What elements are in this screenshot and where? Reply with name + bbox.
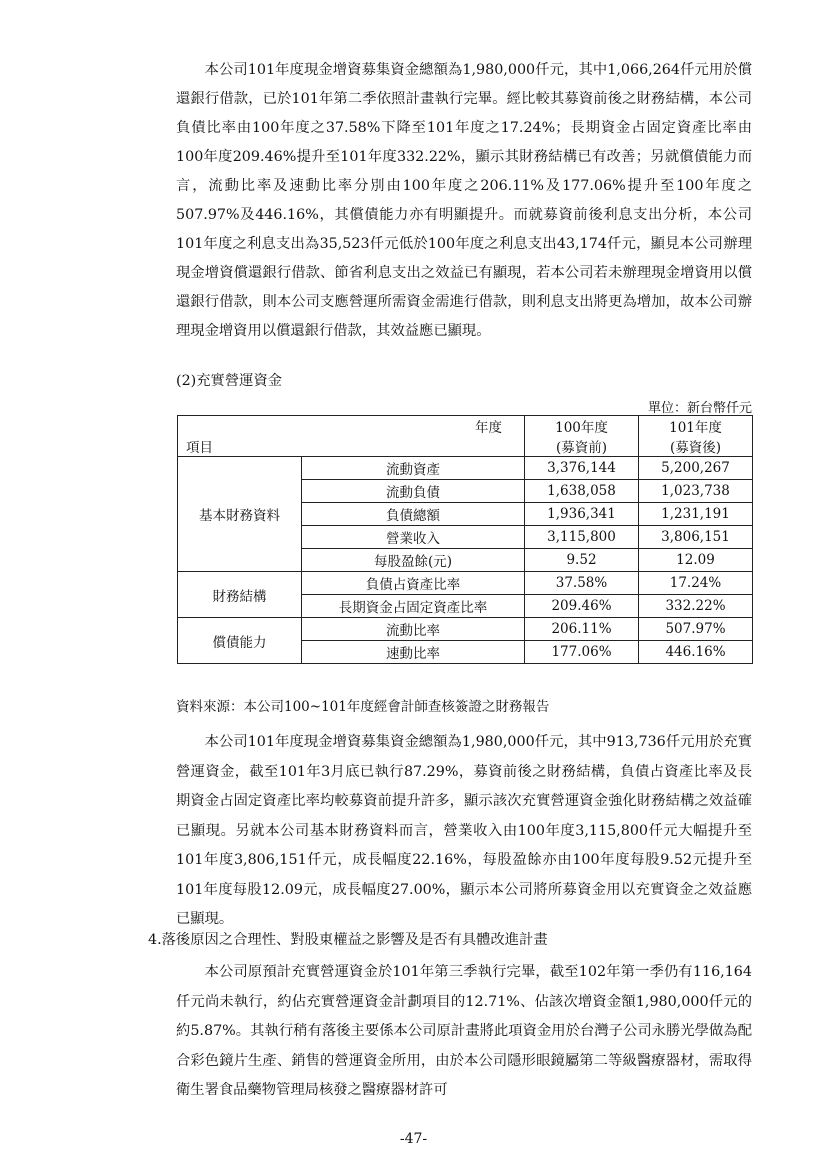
table-header-row xyxy=(178,436,753,457)
row-value-100: 1,936,341 xyxy=(525,503,639,526)
row-value-100: 3,376,144 xyxy=(525,457,639,480)
header-year: 年度 xyxy=(178,416,525,437)
row-label: 每股盈餘(元) xyxy=(302,549,525,572)
section-title-delay-reasons: 4.落後原因之合理性、對股東權益之影響及是否有具體改進計畫 xyxy=(148,932,548,948)
row-value-101: 1,023,738 xyxy=(639,480,753,503)
row-label: 速動比率 xyxy=(302,641,525,664)
row-label: 流動比率 xyxy=(302,618,525,641)
table-header-row xyxy=(178,416,753,437)
paragraph-working-capital: 本公司101年度現金增資募集資金總額為1,980,000仟元，其中913,736仟元用於充實營運資金，截至101年3月底已執行87.29%，募資前後之財務結構，負債占資產比率及長期資金占固定資產比率均較募資前提升許多，顯示該次充實營運資金強化財務結構之效益確已顯現。另就本公司基本財務資料而言，營業收入由100年度3,115,800仟元大幅提升至101年度3,806,151仟元，成長幅度22.16%，每股盈餘亦由100年度每股9.52元提升至101年度每股12.09元，成長幅度27.00%，顯示本公司將所募資金用以充實資金之效益應已顯現。 xyxy=(176,734,752,927)
header-col2-year: 101年度 xyxy=(639,416,753,437)
row-value-100: 177.06% xyxy=(525,641,639,664)
unit-label: 單位：新台幣仟元 xyxy=(647,401,752,416)
row-label: 負債總額 xyxy=(302,503,525,526)
row-value-100: 1,638,058 xyxy=(525,480,639,503)
row-label: 負債占資產比率 xyxy=(302,572,525,595)
row-value-101: 446.16% xyxy=(639,641,753,664)
row-label: 營業收入 xyxy=(302,526,525,549)
row-value-101: 12.09 xyxy=(639,549,753,572)
row-value-100: 37.58% xyxy=(525,572,639,595)
group-basic-financial: 基本財務資料 xyxy=(178,457,302,572)
header-col1-note: (募資前) xyxy=(525,436,639,457)
row-value-101: 507.97% xyxy=(639,618,753,641)
header-col1-year: 100年度 xyxy=(525,416,639,437)
header-col2-note: (募資後) xyxy=(639,436,753,457)
row-label: 長期資金占固定資產比率 xyxy=(302,595,525,618)
row-value-100: 3,115,800 xyxy=(525,526,639,549)
paragraph-loan-repayment: 本公司101年度現金增資募集資金總額為1,980,000仟元，其中1,066,264仟元用於償還銀行借款，已於101年第二季依照計畫執行完畢。經比較其募資前後之財務結構，本公司負債比率由100年度之37.58%下降至101年度之17.24%；長期資金占固定資產比率由100年度209.46%提升至101年度332.22%，顯示其財務結構已有改善；另就償債能力而言，流動比率及速動比率分別由100年度之206.11%及177.06%提升至100年度之507.97%及446.16%，其償債能力亦有明顯提升。而就募資前後利息支出分析，本公司101年度之利息支出為35,523仟元低於100年度之利息支出43,174仟元，顯見本公司辦理現金增資償還銀行借款、節省利息支出之效益已有顯現，若本公司若未辦理現金增資用以償還銀行借款，則本公司支應營運所需資金需進行借款，則利息支出將更為增加，故本公司辦理現金增資用以償還銀行借款，其效益應已顯現。 xyxy=(176,62,752,339)
paragraph-delay-explanation: 本公司原預計充實營運資金於101年第三季執行完畢，截至102年第一季仍有116,164仟元尚未執行，約佔充實營運資金計劃項目的12.71%、佔該次增資金額1,980,000仟元的約5.87%。其執行稍有落後主要係本公司原計畫將此項資金用於台灣子公司永勝光學做為配合彩色鏡片生產、銷售的營運資金所用，由於本公司隱形眼鏡屬第二等級醫療器材，需取得衛生署食品藥物管理局核發之醫療器材許可 xyxy=(176,964,752,1098)
header-item: 項目 xyxy=(178,436,525,457)
financial-table xyxy=(177,415,753,664)
table-row xyxy=(178,457,753,480)
row-label: 流動負債 xyxy=(302,480,525,503)
section-title-working-capital: (2)充實營運資金 xyxy=(176,373,283,389)
row-value-100: 206.11% xyxy=(525,618,639,641)
row-value-101: 332.22% xyxy=(639,595,753,618)
group-financial-structure: 財務結構 xyxy=(178,572,302,618)
row-value-101: 3,806,151 xyxy=(639,526,753,549)
row-label: 流動資產 xyxy=(302,457,525,480)
row-value-101: 1,231,191 xyxy=(639,503,753,526)
table-source-note: 資料來源：本公司100~101年度經會計師查核簽證之財務報告 xyxy=(176,699,550,715)
row-value-100: 209.46% xyxy=(525,595,639,618)
row-value-101: 17.24% xyxy=(639,572,753,595)
row-value-100: 9.52 xyxy=(525,549,639,572)
table-row xyxy=(178,618,753,641)
page-number: -47- xyxy=(399,1131,428,1147)
group-solvency: 償債能力 xyxy=(178,618,302,664)
row-value-101: 5,200,267 xyxy=(639,457,753,480)
table-row xyxy=(178,572,753,595)
